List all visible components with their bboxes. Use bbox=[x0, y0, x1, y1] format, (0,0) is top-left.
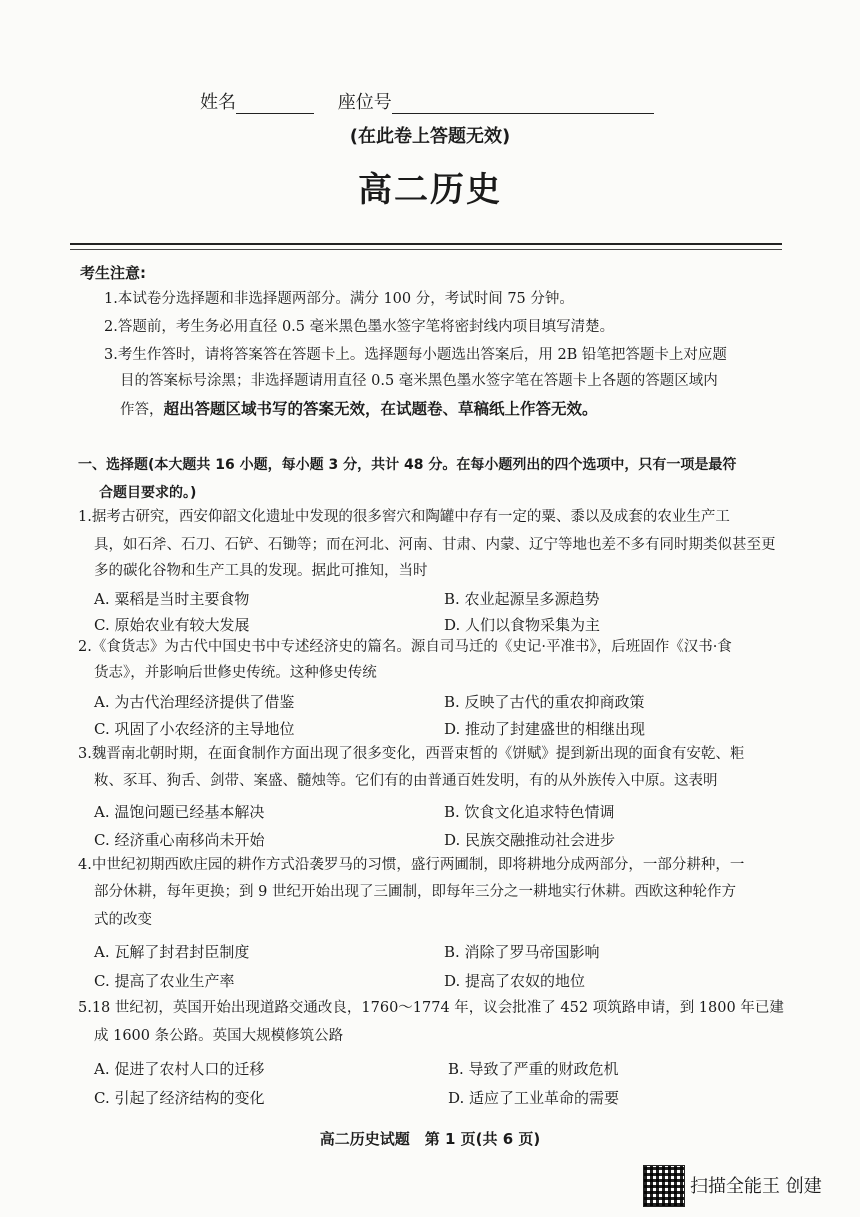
q4-option-c: C. 提高了农业生产率 bbox=[94, 972, 235, 990]
q4-option-b: B. 消除了罗马帝国影响 bbox=[444, 943, 600, 961]
q2-option-b: B. 反映了古代的重农抑商政策 bbox=[444, 693, 645, 711]
q3-option-c: C. 经济重心南移尚未开始 bbox=[94, 831, 265, 849]
candidate-info-line bbox=[200, 88, 654, 114]
notice-line-3: 3.考生作答时，请将答案答在答题卡上。选择题每小题选出答案后，用 2B 铅笔把答题卡上对应题 bbox=[104, 347, 727, 363]
section-heading-line-2: 合题目要求的。) bbox=[99, 485, 197, 501]
qr-code-icon bbox=[643, 1165, 685, 1207]
notice-last-prefix: 作答， bbox=[120, 402, 164, 418]
q5-option-b: B. 导致了严重的财政危机 bbox=[448, 1060, 619, 1078]
q2-stem-line-2: 货志》，并影响后世修史传统。这种修史传统 bbox=[94, 665, 377, 681]
section-heading-line-1: 一、选择题(本大题共 16 小题，每小题 3 分，共计 48 分。在每小题列出的四个选项中，只有一项是最符 bbox=[78, 457, 737, 473]
q5-option-a: A. 促进了农村人口的迁移 bbox=[94, 1060, 265, 1078]
q4-stem-line-3: 式的改变 bbox=[94, 912, 152, 928]
q1-stem-line-2: 具，如石斧、石刀、石铲、石锄等；而在河北、河南、甘肃、内蒙、辽宁等地也差不多有同时期类似甚至更 bbox=[94, 537, 776, 553]
name-label: 姓名 bbox=[200, 92, 236, 113]
q1-stem-line-1: 1.据考古研究，西安仰韶文化遗址中发现的很多窖穴和陶罐中存有一定的粟、黍以及成套的农业生产工 bbox=[78, 509, 730, 525]
q2-option-d: D. 推动了封建盛世的相继出现 bbox=[444, 720, 646, 738]
q4-option-a: A. 瓦解了封君封臣制度 bbox=[94, 943, 250, 961]
q5-stem-line-1: 5.18 世纪初，英国开始出现道路交通改良，1760～1774 年，议会批准了 452 项筑路申请，到 1800 年已建 bbox=[78, 1000, 784, 1016]
q1-option-a: A. 粟稻是当时主要食物 bbox=[94, 590, 250, 608]
divider-thin bbox=[70, 249, 782, 250]
q5-option-d: D. 适应了工业革命的需要 bbox=[448, 1089, 620, 1107]
q4-stem-line-2: 部分休耕，每年更换；到 9 世纪开始出现了三圃制，即每年三分之一耕地实行休耕。西欧这种轮作方 bbox=[94, 884, 736, 900]
q2-option-c: C. 巩固了小农经济的主导地位 bbox=[94, 720, 295, 738]
invalid-note: (在此卷上答题无效) bbox=[349, 126, 511, 147]
notice-line-1: 1.本试卷分选择题和非选择题两部分。满分 100 分，考试时间 75 分钟。 bbox=[104, 291, 574, 307]
q4-stem-line-1: 4.中世纪初期西欧庄园的耕作方式沿袭罗马的习惯，盛行两圃制，即将耕地分成两部分，一部分耕种，一 bbox=[78, 857, 745, 873]
q1-option-c: C. 原始农业有较大发展 bbox=[94, 616, 250, 634]
q1-option-d: D. 人们以食物采集为主 bbox=[444, 616, 601, 634]
q2-stem-line-1: 2.《食货志》为古代中国史书中专述经济史的篇名。源自司马迁的《史记·平准书》，后班固作《汉书·食 bbox=[78, 639, 732, 655]
page-footer: 高二历史试题 第 1 页(共 6 页) bbox=[319, 1130, 541, 1148]
notice-line-5 bbox=[120, 400, 598, 419]
q5-stem-line-2: 成 1600 条公路。英国大规模修筑公路 bbox=[94, 1028, 344, 1044]
q3-stem-line-1: 3.魏晋南北朝时期，在面食制作方面出现了很多变化，西晋束皙的《饼赋》提到新出现的面食有安乾、粔 bbox=[78, 746, 745, 762]
q2-option-a: A. 为古代治理经济提供了借鉴 bbox=[94, 693, 295, 711]
q4-option-d: D. 提高了农奴的地位 bbox=[444, 972, 586, 990]
page-title: 高二历史 bbox=[358, 170, 502, 210]
divider-thick bbox=[70, 243, 782, 245]
notice-last-bold: 超出答题区域书写的答案无效，在试题卷、草稿纸上作答无效。 bbox=[163, 400, 598, 418]
name-blank bbox=[236, 93, 314, 114]
scanner-watermark: 扫描全能王 创建 bbox=[690, 1176, 822, 1197]
seat-label: 座位号 bbox=[337, 92, 392, 113]
notice-heading: 考生注意: bbox=[80, 264, 146, 282]
notice-line-2: 2.答题前，考生务必用直径 0.5 毫米黑色墨水签字笔将密封线内项目填写清楚。 bbox=[104, 319, 615, 335]
q3-option-d: D. 民族交融推动社会进步 bbox=[444, 831, 616, 849]
notice-line-4: 目的答案标号涂黑；非选择题请用直径 0.5 毫米黑色墨水签字笔在答题卡上各题的答题区域内 bbox=[120, 373, 718, 389]
q3-stem-line-2: 籹、豕耳、狗舌、剑带、案盛、髓烛等。它们有的由普通百姓发明，有的从外族传入中原。这表明 bbox=[94, 773, 718, 789]
q3-option-b: B. 饮食文化追求特色情调 bbox=[444, 803, 615, 821]
q3-option-a: A. 温饱问题已经基本解决 bbox=[94, 803, 265, 821]
seat-blank bbox=[392, 93, 654, 114]
q1-option-b: B. 农业起源呈多源趋势 bbox=[444, 590, 600, 608]
q5-option-c: C. 引起了经济结构的变化 bbox=[94, 1089, 265, 1107]
q1-stem-line-3: 多的碳化谷物和生产工具的发现。据此可推知，当时 bbox=[94, 563, 428, 579]
